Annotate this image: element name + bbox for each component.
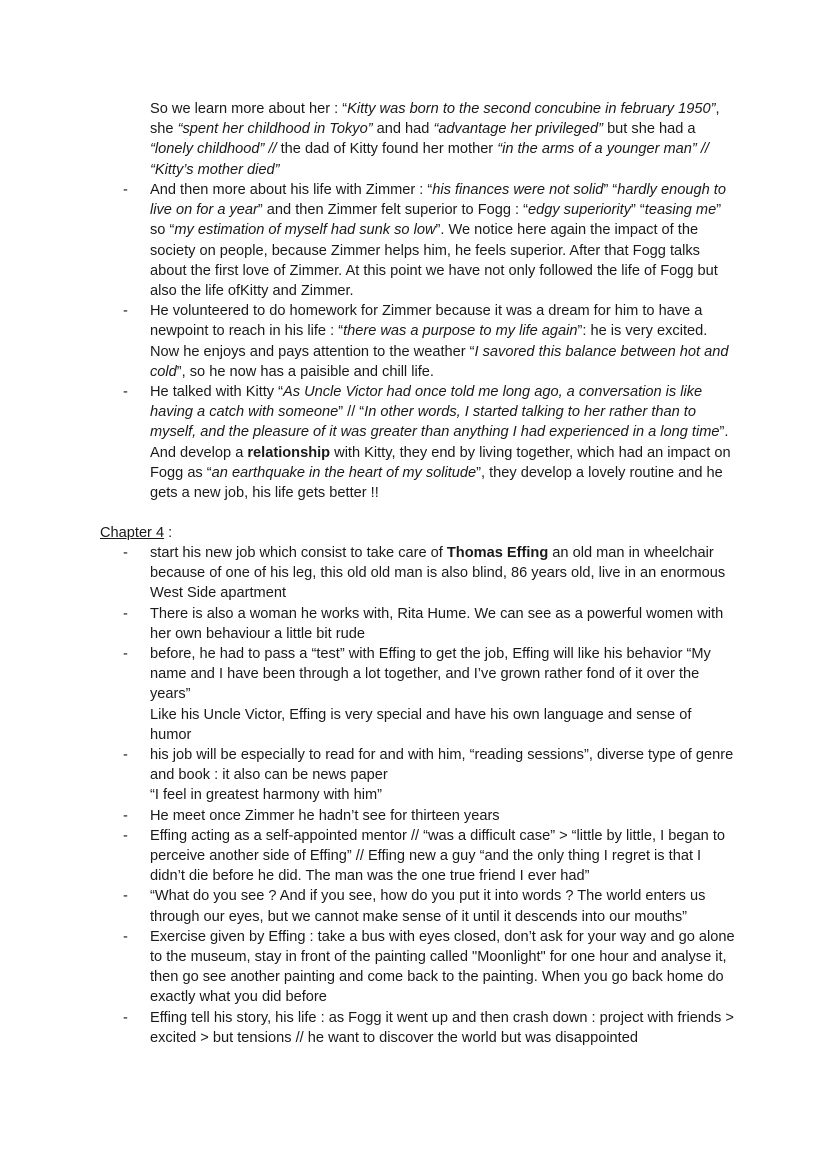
chapter-suffix: : — [164, 525, 173, 541]
quote-text: I savored this balance between hot and cold — [150, 343, 729, 380]
text-run: with Kitty, they end by living together, which had an impact on Fogg as “ — [150, 444, 731, 481]
list-item — [100, 644, 736, 705]
text-run: Effing acting as a self-appointed mentor // “was a difficult case” > “little by little, I began to perceive another side of Effing” // Effing new a guy “and the only thing I regret is that I didn’t die before he did. The man was the one true friend I ever had” — [150, 827, 725, 885]
quote-text: his finances were not solid — [432, 182, 604, 198]
text-run: Exercise given by Effing : take a bus with eyes closed, don’t ask for your way and go alone to the museum, stay in front of the painting called "Moonlight" for one hour and analyse it, then go see another painting and come back to the painting. When you go back home do exactly what you did before — [150, 928, 735, 1006]
text-run: And then more about his life with Zimmer : “ — [150, 182, 433, 198]
quote-text: “lonely childhood” // — [150, 141, 277, 158]
list-item — [100, 806, 736, 826]
quote-text: Kitty was born to the second concubine in february 1950” — [347, 101, 716, 117]
text-run: ”, so he now has a paisible and chill life. — [176, 363, 434, 380]
list-item — [100, 382, 736, 503]
list-item-continuation: Like his Uncle Victor, Effing is very special and have his own language and sense of humor — [150, 706, 692, 743]
text-run: ” so “ — [150, 202, 722, 239]
text-run: ”, they develop a lovely routine and he gets a new job, his life gets better !! — [150, 464, 723, 502]
text-run: He meet once Zimmer he hadn’t see for thirteen years — [150, 807, 500, 824]
list-item — [100, 886, 736, 926]
quote-text: edgy superiority — [527, 202, 632, 219]
text-run: ” and then Zimmer felt superior to Fogg : “ — [257, 202, 528, 219]
bullet-dash: - — [123, 807, 128, 824]
bullet-dash: - — [123, 747, 128, 764]
bullet-dash: - — [123, 1009, 128, 1026]
text-run: “What do you see ? And if you see, how do you put it into words ? The world enters us through our eyes, but we cannot make sense of it until it descends into our mouths” — [150, 888, 706, 925]
text-run: Effing tell his story, his life : as Fogg it went up and then crash down : project with friends > excited > but tensions // he want to discover the world but was disappointed — [150, 1009, 734, 1046]
text-run: ”: he is very excited. Now he enjoys and pays attention to the weather “ — [150, 323, 708, 360]
quote-text: “in the arms of a younger man” // “Kitty’s mother died” — [150, 141, 709, 178]
chapter-heading — [100, 523, 172, 543]
quote-text: hardly enough to live on for a year — [150, 182, 726, 219]
text-run: start his new job which consist to take care of — [150, 545, 447, 561]
text-run: ”. We notice here again the impact of the society on people, because Zimmer helps him, he feels superior. After that Fogg talks about the first love of Zimmer. At this point we have not only followed the life of Fogg but also the life ofKitty and Zimmer. — [150, 222, 718, 300]
text-run: his job will be especially to read for and with him, “reading sessions”, diverse type of genre and book : it also can be news paper — [150, 747, 734, 784]
text-run: He volunteered to do homework for Zimmer because it was a dream for him to have a newpoint to reach in his life : “ — [150, 303, 703, 340]
bullet-dash: - — [123, 646, 128, 663]
text-run: an old man in wheelchair because of one of his leg, this old old man is also blind, 86 years old, live in an enormous West Side apartment — [150, 545, 726, 602]
bold-text: Thomas Effing — [446, 545, 549, 561]
bullet-dash: - — [123, 545, 128, 561]
bullet-dash: - — [123, 303, 128, 320]
bold-text: relationship — [247, 444, 331, 461]
text-run: , she — [150, 101, 720, 138]
bullet-list-chapter-3 — [100, 180, 736, 503]
quote-text: teasing me — [644, 202, 717, 219]
list-item — [100, 826, 736, 887]
quote-text: In other words, I started talking to her rather than to myself, and the pleasure of it was greater than anything I had experienced in a long time — [150, 404, 720, 441]
text-run: before, he had to pass a “test” with Effing to get the job, Effing will like his behavior “My name and I have been through a lot together, and I’ve grown rather fond of it over the years” — [150, 646, 711, 703]
list-item — [100, 604, 736, 644]
text-run: ” // “ — [338, 404, 365, 421]
quote-text: “advantage her privileged” — [433, 121, 604, 138]
list-item — [100, 1008, 736, 1048]
quote-text: my estimation of myself had sunk so low — [174, 222, 436, 239]
text-run: the dad of Kitty found her mother — [276, 141, 498, 158]
list-item — [100, 301, 736, 382]
bullet-dash: - — [123, 384, 128, 401]
bullet-dash: - — [123, 827, 128, 844]
list-item — [100, 745, 736, 785]
bullet-list-chapter-4 — [100, 543, 736, 1048]
list-item-continuation: “I feel in greatest harmony with him” — [150, 787, 382, 804]
text-run: There is also a woman he works with, Rita Hume. We can see as a powerful women with her own behaviour a little bit rude — [150, 605, 724, 642]
bullet-dash: - — [123, 928, 128, 945]
quote-text: “spent her childhood in Tokyo” — [177, 121, 373, 138]
list-item — [100, 543, 736, 604]
text-run: He talked with Kitty “ — [150, 384, 284, 401]
bullet-dash: - — [123, 888, 128, 905]
list-item — [100, 927, 736, 1008]
text-run: ” “ — [631, 202, 645, 219]
quote-text: there was a purpose to my life again — [343, 323, 578, 340]
bullet-dash: - — [123, 182, 128, 198]
quote-text: As Uncle Victor had once told me long ago, a conversation is like having a catch with someone — [150, 384, 703, 421]
list-item — [100, 180, 736, 301]
intro-paragraph — [150, 99, 736, 180]
chapter-title: Chapter 4 — [100, 525, 165, 541]
text-run: and had — [372, 121, 434, 138]
bullet-dash: - — [123, 605, 128, 622]
text-run: ”. And develop a — [150, 424, 729, 461]
text-run: So we learn more about her : “ — [150, 101, 348, 117]
text-run: but she had a — [603, 121, 696, 138]
quote-text: an earthquake in the heart of my solitude — [211, 464, 477, 481]
text-run: ” “ — [603, 182, 618, 198]
